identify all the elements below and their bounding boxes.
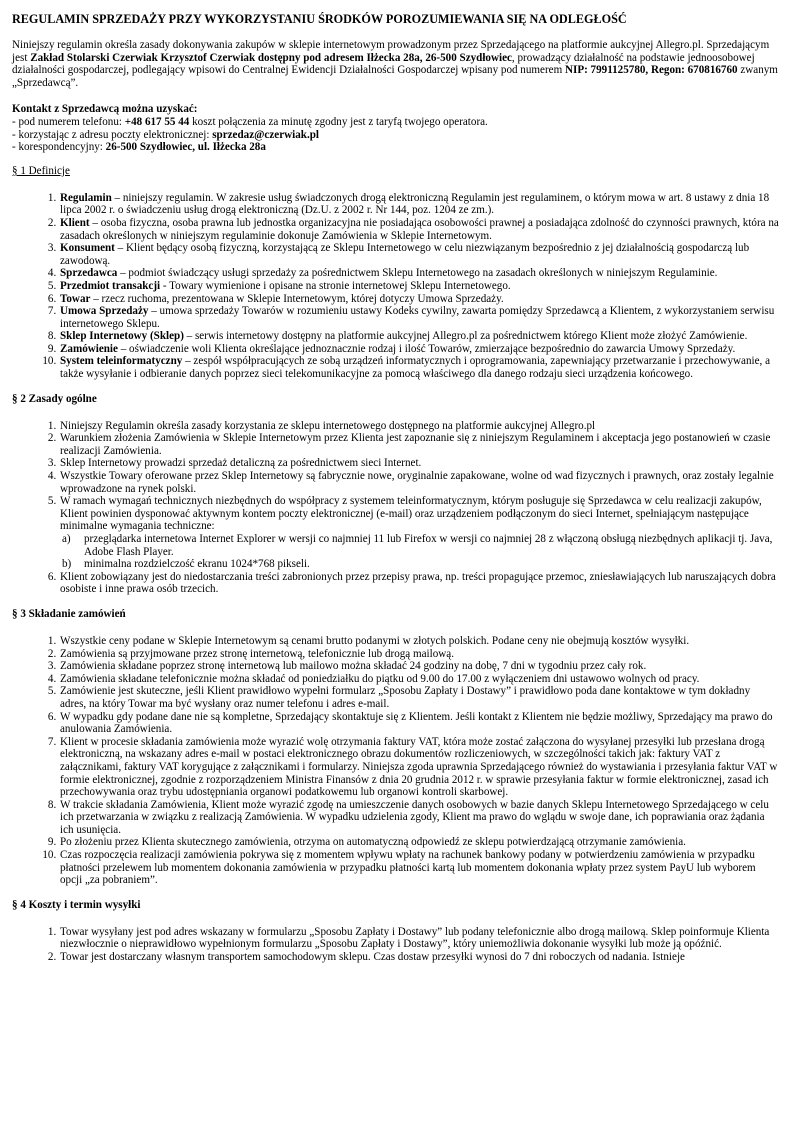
- sub-list-text: minimalna rozdzielczość ekranu 1024*768 pikseli.: [84, 558, 310, 571]
- section-heading: § 2 Zasady ogólne: [12, 392, 97, 405]
- sub-list-text: przeglądarka internetowa Internet Explorer w wersji co najmniej 11 lub Firefox w wersji co najmniej 28 z włączoną obsługą niezbędnych aplikacji tj. Java, Adobe Flash Player.: [84, 533, 773, 558]
- bold-text: Umowa Sprzedaży: [60, 305, 149, 318]
- text-run: Wszystkie Towary oferowane przez Sklep Internetowy są fabrycznie nowe, oryginalnie zapakowane, wolne od wad fizycznych i prawnych, oraz zostały legalnie wprowadzone na rynek polski.: [60, 470, 774, 495]
- list-item: [59, 673, 779, 686]
- list-item: [59, 330, 779, 343]
- text-run: Towar jest dostarczany własnym transportem samochodowym sklepu. Czas dostaw przesyłki wynosi do 7 dni roboczych od nadania. Istnieje: [60, 951, 685, 964]
- section-heading: § 4 Koszty i termin wysyłki: [12, 898, 141, 911]
- list-item: [59, 836, 779, 849]
- text-run: zwanym „Sprzedawcą”.: [12, 64, 778, 89]
- list-item: [59, 420, 779, 433]
- text-run: Zamówienia składane poprzez stronę internetową lub mailowo można składać 24 godziny na dobę, 7 dni w tygodniu przez cały rok.: [60, 660, 647, 673]
- bold-text: sprzedaz@czerwiak.pl: [212, 128, 319, 141]
- list-item: [59, 343, 779, 356]
- section-heading: § 1 Definicje: [12, 164, 70, 177]
- text-run: W ramach wymagań technicznych niezbędnych do współpracy z systemem teleinformatycznym, którym posługuje się Sprzedawca w celu realizacji zakupów, Klient powinien dysponować aktywnym kontem poczty elektronicznej (e-mail) oraz urządzeniem podłączonym do sieci Internet, spełniającym następujące minimalne wymagania techniczne:: [60, 495, 762, 533]
- list-item: [59, 951, 779, 964]
- list-item: [59, 280, 779, 293]
- document-title: REGULAMIN SPRZEDAŻY PRZY WYKORZYSTANIU ŚRODKÓW POROZUMIEWANIA SIĘ NA ODLEGŁOŚĆ: [12, 12, 627, 26]
- text-run: – rzecz ruchoma, prezentowana w Sklepie Internetowym, której dotyczy Umowa Sprzedaży.: [90, 292, 504, 305]
- text-run: – Klient będący osobą fizyczną, korzystającą ze Sklepu Internetowego w celu niezwiązanym bezpośrednio z jej działalnością gospodarczą lub zawodową.: [60, 242, 750, 267]
- text-run: Zamówienie jest skuteczne, jeśli Klient prawidłowo wypełni formularz „Sposobu Zapłaty i Dostawy” i prawidłowo poda dane kontaktowe w tym dokładny adres, na który Towar ma być wysłany oraz numer telefonu i adres e-mail.: [60, 685, 751, 710]
- section-heading: § 3 Składanie zamówień: [12, 607, 126, 620]
- list-item: [59, 293, 779, 306]
- text-run: Zamówienia są przyjmowane przez stronę internetową, telefonicznie lub drogą mailową.: [60, 647, 454, 660]
- list-item: [59, 432, 779, 457]
- list-item: [59, 192, 779, 217]
- sub-list-item: [60, 558, 779, 571]
- list-item: [59, 470, 779, 495]
- sub-list-marker: a): [62, 533, 71, 545]
- list-item: [59, 217, 779, 242]
- text-run: , prowadzący działalność na podstawie jednoosobowej działalności gospodarczej, podlegający wpisowi do Centralnej Ewidencji Działalności Gospodarczej wpisany pod numerem: [12, 51, 755, 77]
- list-item: [59, 926, 779, 951]
- list-item: [59, 648, 779, 661]
- list-item: [59, 355, 779, 380]
- list-item: [59, 242, 779, 267]
- text-run: Czas rozpoczęcia realizacji zamówienia pokrywa się z momentem wpływu wpłaty na rachunek bankowy podany w potwierdzeniu zamówienia w przypadku płatności przelewem lub momentem dokonania zamówienia w przypadku płatności kartą lub momentem dokonania wpłaty przez system PayU lub wyborem opcji „za pobraniem”.: [60, 849, 756, 887]
- bold-text: Regulamin: [60, 191, 112, 204]
- bold-text: Konsument: [60, 242, 115, 255]
- text-run: Zamówienia składane telefonicznie można składać od poniedziałku do piątku od 9.00 do 17.00 z wyłączeniem dni ustawowo wolnych od pracy.: [60, 672, 700, 685]
- list-item: [59, 267, 779, 280]
- bold-text: Zakład Stolarski Czerwiak Krzysztof Czerwiak dostępny pod adresem Iłżecka 28a, 26-500 Szydłowiec: [30, 51, 512, 64]
- bold-text: +48 617 55 44: [124, 115, 190, 128]
- text-run: – podmiot świadczący usługi sprzedaży za pośrednictwem Sklepu Internetowego na zasadach określonych w niniejszym Regulaminie.: [117, 267, 718, 280]
- contact-block: [12, 103, 779, 153]
- text-run: Klient w procesie składania zamówienia może wyrazić wolę otrzymania faktury VAT, która może zostać załączona do wysyłanej przesyłki lub przesłana drogą elektroniczną, na wskazany adres e-mail w postaci elektronicznego obrazu dokumentów rozliczeniowych, w szczególności takich jak: faktury VAT z załącznikami, faktury VAT korygujące z załącznikami i formularzy. Niniejsza zgoda uprawnia Sprzedającego również do wystawiania i przesyłania faktur VAT w formie elektronicznej, zgodnie z rozporządzeniem Ministra Finansów z dnia 20 grudnia 2012 r. w sprawie przesyłania faktur w formie elektronicznej, zasad ich przechowywania oraz trybu udostępniania organowi podatkowemu lub organowi kontroli skarbowej.: [60, 735, 778, 799]
- list-item: [59, 635, 779, 648]
- bold-text: Sklep Internetowy (Sklep): [60, 330, 184, 343]
- text-run: koszt połączenia za minutę zgodny jest z taryfą twojego operatora.: [189, 115, 488, 128]
- bold-text: Klient: [60, 216, 90, 229]
- sub-list-marker: b): [62, 558, 72, 571]
- bold-text: 26-500 Szydłowiec, ul. Iłżecka 28a: [105, 141, 266, 154]
- text-run: Wszystkie ceny podane w Sklepie Internetowym są cenami brutto podanymi w złotych polskich. Podane ceny nie obejmują kosztów wysyłki.: [60, 634, 690, 647]
- list-item: [59, 457, 779, 470]
- section-list: [12, 420, 779, 596]
- text-run: – niniejszy regulamin. W zakresie usług świadczonych drogą elektroniczną Regulamin jest regulaminem, o którym mowa w art. 8 ustawy z dnia 18 lipca 2002 r. o świadczeniu usług drogą elektroniczną (Dz.U. z 2002 r. Nr 144, poz. 1204 ze zm.).: [60, 191, 770, 217]
- contact-line: [12, 129, 779, 142]
- text-run: Warunkiem złożenia Zamówienia w Sklepie Internetowym przez Klienta jest zapoznanie się z niniejszym Regulaminem i akceptacja jego postanowień w czasie realizacji Zamówienia.: [60, 432, 771, 457]
- text-run: – serwis internetowy dostępny na platformie aukcyjnej Allegro.pl za pośrednictwem którego Klient może złożyć Zamówienie.: [183, 330, 748, 343]
- text-run: – oświadczenie woli Klienta określające jednoznacznie rodzaj i ilość Towarów, zmierzające bezpośrednio do zawarcia Umowy Sprzedaży.: [117, 342, 736, 355]
- text-run: - korzystając z adresu poczty elektronicznej:: [12, 128, 213, 141]
- list-item: [59, 495, 779, 571]
- text-run: – umowa sprzedaży Towarów w rozumieniu ustawy Kodeks cywilny, zawarta pomiędzy Sprzedawcą a Klientem, z wykorzystaniem serwisu internetowego Sklepu.: [60, 305, 775, 330]
- list-item: [59, 799, 779, 837]
- sub-list: [60, 533, 779, 571]
- section-list: [12, 635, 779, 887]
- list-item: [59, 660, 779, 673]
- sections: [12, 165, 779, 964]
- bold-text: Przedmiot transakcji: [60, 279, 161, 292]
- text-run: – zespół współpracujących ze sobą urządzeń informatycznych i oprogramowania, zapewniający przetwarzanie i przechowywanie, a także wysyłanie i odbieranie danych poprzez sieci telekomunikacyjne za pomocą właściwego dla danego rodzaju sieci urządzenia końcowego.: [60, 355, 771, 381]
- text-run: W trakcie składania Zamówienia, Klient może wyrazić zgodę na umieszczenie danych osobowych w bazie danych Sklepu Internetowego Sprzedającego w celu ich przetwarzania w związku z realizacją Zamówienia. W wypadku udzielenia zgody, Klient ma prawo do wglądu w swoje dane, ich poprawiania oraz żądania ich usunięcia.: [60, 798, 769, 836]
- contact-heading: Kontakt z Sprzedawcą można uzyskać:: [12, 103, 198, 116]
- bold-text: Zamówienie: [60, 342, 118, 355]
- sub-list-item: [60, 533, 779, 558]
- section-list: [12, 926, 779, 964]
- text-run: - korespondencyjny:: [12, 141, 106, 154]
- list-item: [59, 711, 779, 736]
- text-run: Po złożeniu przez Klienta skutecznego zamówienia, otrzyma on automatyczną odpowiedź ze sklepu potwierdzającą otrzymanie zamówienia.: [60, 836, 686, 849]
- text-run: Niniejszy regulamin określa zasady dokonywania zakupów w sklepie internetowym prowadzonym przez Sprzedającego na platformie aukcyjnej Allegro.pl. Sprzedającym jest: [12, 39, 770, 64]
- bold-text: Towar: [60, 292, 91, 305]
- text-run: Sklep Internetowy prowadzi sprzedaż detaliczną za pośrednictwem sieci Internet.: [60, 457, 422, 470]
- contact-lines: [12, 116, 779, 154]
- text-run: Towar wysyłany jest pod adres wskazany w formularzu „Sposobu Zapłaty i Dostawy” lub podany telefonicznie albo drogą mailową. Sklep poinformuje Klienta niezwłocznie o nieprawidłowo wypełnionym formularzu „Sposobu Zapłaty i Dostawy”, który uniemożliwia dokonanie wysyłki lub może ją opóźnić.: [60, 925, 770, 951]
- contact-line: [12, 116, 779, 129]
- text-run: W wypadku gdy podane dane nie są kompletne, Sprzedający skontaktuje się z Klientem. Jeśli kontakt z Klientem nie będzie możliwy, Sprzedający ma prawo do anulowania Zamówienia.: [60, 710, 773, 736]
- intro-paragraph: [12, 39, 779, 89]
- bold-text: System teleinformatyczny: [60, 355, 183, 368]
- list-item: [59, 571, 779, 596]
- text-run: Klient zobowiązany jest do niedostarczania treści zabronionych przez przepisy prawa, np. treści propagujące przemoc, zniesławiających lub naruszających dobra osobiste i inne prawa osób trzecich.: [60, 570, 776, 596]
- list-item: [59, 685, 779, 710]
- list-item: [59, 305, 779, 330]
- bold-text: NIP: 7991125780, Regon: 670816760: [564, 64, 738, 77]
- text-run: – osoba fizyczna, osoba prawna lub jednostka organizacyjna nie posiadająca osobowości prawnej a posiadająca zdolność do czynności prawnych, która na zasadach określonych w niniejszym regulaminie dokonuje Zamówienia w Sklepie Internetowym.: [60, 216, 779, 242]
- text-run: - pod numerem telefonu:: [12, 115, 125, 128]
- text-run: - Towary wymienione i opisane na stronie internetowej Sklepu Internetowego.: [160, 279, 511, 292]
- contact-line: [12, 141, 779, 154]
- section-list: [12, 192, 779, 381]
- bold-text: Sprzedawca: [60, 267, 118, 280]
- list-item: [59, 736, 779, 799]
- list-item: [59, 849, 779, 887]
- text-run: Niniejszy Regulamin określa zasady korzystania ze sklepu internetowego dostępnego na platformie aukcyjnej Allegro.pl: [60, 419, 596, 432]
